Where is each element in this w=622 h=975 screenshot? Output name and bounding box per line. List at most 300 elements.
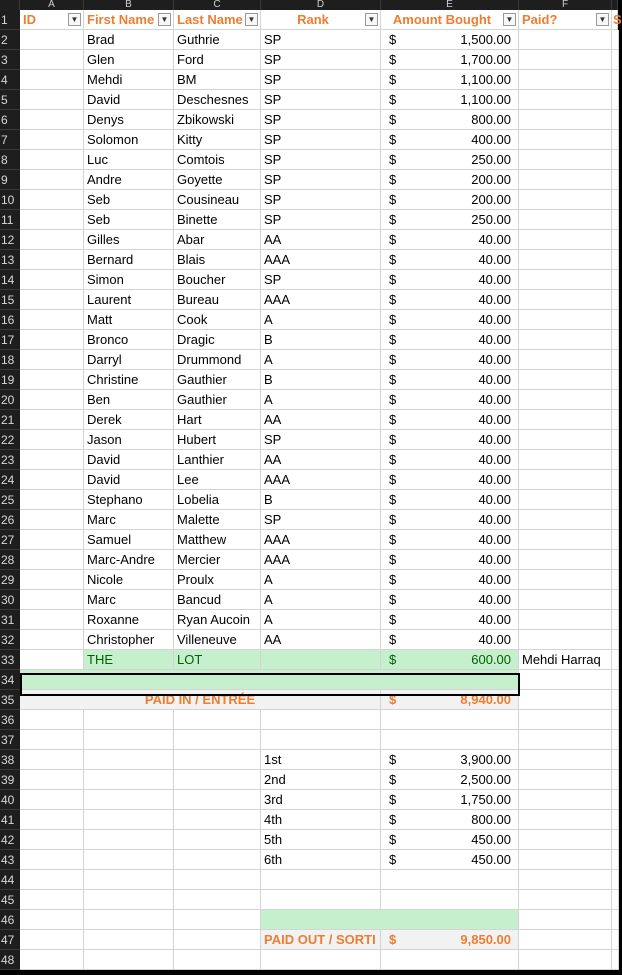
id-cell[interactable] (20, 550, 84, 570)
last-name-cell[interactable]: Villeneuve (174, 630, 261, 650)
extra-cell[interactable] (612, 810, 619, 830)
empty-cell[interactable] (174, 770, 261, 790)
last-name-cell[interactable]: BM (174, 70, 261, 90)
extra-cell[interactable] (612, 150, 619, 170)
column-header-f[interactable]: F (519, 0, 612, 10)
empty-cell[interactable] (20, 850, 84, 870)
amount-cell[interactable] (381, 150, 519, 170)
first-name-cell[interactable]: Solomon (84, 130, 174, 150)
amount-cell[interactable] (381, 70, 519, 90)
last-name-cell[interactable]: Lanthier (174, 450, 261, 470)
last-name-cell[interactable]: Deschesnes (174, 90, 261, 110)
row-header-32[interactable]: 32 (0, 630, 20, 650)
paid-cell[interactable] (519, 150, 612, 170)
row-header-10[interactable]: 10 (0, 190, 20, 210)
select-all-corner[interactable] (0, 0, 20, 10)
payout-amount-cell[interactable] (381, 770, 519, 790)
header-id[interactable] (20, 10, 84, 30)
last-name-cell[interactable]: Binette (174, 210, 261, 230)
row-header-8[interactable]: 8 (0, 150, 20, 170)
extra-cell[interactable] (612, 570, 619, 590)
first-name-cell[interactable]: Matt (84, 310, 174, 330)
row-header-5[interactable]: 5 (0, 90, 20, 110)
last-name-cell[interactable]: Gauthier (174, 370, 261, 390)
column-header-b[interactable]: B (84, 0, 174, 10)
empty-cell[interactable] (174, 910, 261, 930)
paid-cell[interactable] (519, 130, 612, 150)
amount-cell[interactable] (381, 130, 519, 150)
row-header-31[interactable]: 31 (0, 610, 20, 630)
row-header-44[interactable]: 44 (0, 870, 20, 890)
rank-cell[interactable]: AA (261, 230, 381, 250)
amount-cell[interactable] (381, 170, 519, 190)
last-name-cell[interactable]: Bureau (174, 290, 261, 310)
empty-cell[interactable] (174, 850, 261, 870)
id-cell[interactable] (20, 150, 84, 170)
paid-cell[interactable] (519, 50, 612, 70)
row-header-47[interactable]: 47 (0, 930, 20, 950)
paid-cell[interactable] (519, 530, 612, 550)
extra-cell[interactable] (612, 110, 619, 130)
id-cell[interactable] (20, 370, 84, 390)
paid-cell[interactable] (519, 350, 612, 370)
rank-cell[interactable]: A (261, 570, 381, 590)
rank-cell[interactable]: A (261, 390, 381, 410)
empty-cell[interactable] (20, 750, 84, 770)
first-name-cell[interactable]: Darryl (84, 350, 174, 370)
amount-cell[interactable] (381, 650, 519, 670)
id-cell[interactable] (20, 110, 84, 130)
empty-cell[interactable] (20, 770, 84, 790)
last-name-cell[interactable]: Comtois (174, 150, 261, 170)
amount-cell[interactable] (381, 430, 519, 450)
paid-out-amount[interactable] (381, 930, 519, 950)
empty-cell[interactable] (612, 950, 619, 970)
row-header-43[interactable]: 43 (0, 850, 20, 870)
last-name-cell[interactable]: Lee (174, 470, 261, 490)
rank-cell[interactable]: AAA (261, 250, 381, 270)
extra-cell[interactable] (612, 750, 619, 770)
paid-cell[interactable] (519, 570, 612, 590)
extra-cell[interactable] (612, 230, 619, 250)
filter-dropdown-icon[interactable]: ▼ (68, 13, 81, 26)
rank-cell[interactable]: SP (261, 170, 381, 190)
paid-cell[interactable] (519, 610, 612, 630)
paid-cell[interactable] (519, 70, 612, 90)
row-header-29[interactable]: 29 (0, 570, 20, 590)
paid-cell[interactable] (519, 490, 612, 510)
payout-amount-cell[interactable] (381, 850, 519, 870)
empty-cell[interactable] (612, 730, 619, 750)
extra-cell[interactable] (612, 330, 619, 350)
first-name-cell[interactable]: Marc (84, 590, 174, 610)
first-name-cell[interactable]: Glen (84, 50, 174, 70)
amount-cell[interactable] (381, 530, 519, 550)
id-cell[interactable] (20, 650, 84, 670)
paid-cell[interactable] (519, 30, 612, 50)
empty-cell[interactable] (20, 790, 84, 810)
rank-cell[interactable]: A (261, 610, 381, 630)
extra-cell[interactable] (612, 90, 619, 110)
last-name-cell[interactable]: Goyette (174, 170, 261, 190)
payout-amount-cell[interactable] (381, 750, 519, 770)
paid-cell[interactable] (519, 330, 612, 350)
payout-place-cell[interactable]: 6th (261, 850, 381, 870)
header-first-name[interactable] (84, 10, 174, 30)
extra-cell[interactable] (612, 850, 619, 870)
rank-cell[interactable]: SP (261, 510, 381, 530)
first-name-cell[interactable]: Mehdi (84, 70, 174, 90)
paid-cell[interactable] (519, 290, 612, 310)
id-cell[interactable] (20, 570, 84, 590)
empty-cell[interactable] (20, 890, 84, 910)
paid-cell[interactable] (519, 690, 612, 710)
paid-cell[interactable] (519, 190, 612, 210)
empty-cell[interactable] (381, 950, 519, 970)
extra-cell[interactable] (612, 410, 619, 430)
rank-cell[interactable]: B (261, 370, 381, 390)
rank-cell[interactable]: SP (261, 70, 381, 90)
paid-cell[interactable] (519, 510, 612, 530)
last-name-cell[interactable]: Hubert (174, 430, 261, 450)
rank-cell[interactable]: AAA (261, 470, 381, 490)
extra-cell[interactable] (612, 130, 619, 150)
id-cell[interactable] (20, 190, 84, 210)
header-amount[interactable] (381, 10, 519, 30)
id-cell[interactable] (20, 230, 84, 250)
rank-cell[interactable]: AA (261, 450, 381, 470)
row-header-30[interactable]: 30 (0, 590, 20, 610)
last-name-cell[interactable]: Lobelia (174, 490, 261, 510)
first-name-cell[interactable]: Seb (84, 210, 174, 230)
amount-cell[interactable] (381, 510, 519, 530)
id-cell[interactable] (20, 510, 84, 530)
id-cell[interactable] (20, 350, 84, 370)
id-cell[interactable] (20, 330, 84, 350)
id-cell[interactable] (20, 590, 84, 610)
empty-cell[interactable] (261, 730, 381, 750)
empty-cell[interactable] (519, 930, 612, 950)
first-name-cell[interactable]: David (84, 90, 174, 110)
rank-cell[interactable]: SP (261, 190, 381, 210)
amount-cell[interactable] (381, 350, 519, 370)
paid-cell[interactable] (519, 450, 612, 470)
rank-cell[interactable]: SP (261, 210, 381, 230)
amount-cell[interactable] (381, 190, 519, 210)
amount-cell[interactable] (381, 270, 519, 290)
id-cell[interactable] (20, 90, 84, 110)
paid-cell[interactable] (519, 250, 612, 270)
extra-cell[interactable] (612, 450, 619, 470)
column-header-e[interactable]: E (381, 0, 519, 10)
extra-cell[interactable] (612, 690, 619, 710)
extra-cell[interactable] (612, 50, 619, 70)
row-header-18[interactable]: 18 (0, 350, 20, 370)
first-name-cell[interactable]: Roxanne (84, 610, 174, 630)
last-name-cell[interactable]: Drummond (174, 350, 261, 370)
first-name-cell[interactable]: Stephano (84, 490, 174, 510)
empty-cell[interactable] (84, 910, 174, 930)
rank-cell[interactable]: AA (261, 410, 381, 430)
id-cell[interactable] (20, 490, 84, 510)
amount-cell[interactable] (381, 290, 519, 310)
last-name-cell[interactable]: Matthew (174, 530, 261, 550)
empty-cell[interactable] (612, 710, 619, 730)
id-cell[interactable] (20, 30, 84, 50)
paid-cell[interactable] (519, 230, 612, 250)
extra-cell[interactable] (612, 170, 619, 190)
rank-cell[interactable]: SP (261, 430, 381, 450)
empty-cell[interactable] (519, 810, 612, 830)
last-name-cell[interactable]: Dragic (174, 330, 261, 350)
row-header-2[interactable]: 2 (0, 30, 20, 50)
row-header-28[interactable]: 28 (0, 550, 20, 570)
paid-cell[interactable] (519, 410, 612, 430)
extra-cell[interactable] (612, 630, 619, 650)
column-header-g[interactable] (612, 0, 618, 10)
payout-place-cell[interactable]: 2nd (261, 770, 381, 790)
header-last-name[interactable] (174, 10, 261, 30)
first-name-cell[interactable]: Simon (84, 270, 174, 290)
first-name-cell[interactable]: Christine (84, 370, 174, 390)
amount-cell[interactable] (381, 410, 519, 430)
last-name-cell[interactable]: Gauthier (174, 390, 261, 410)
extra-cell[interactable] (612, 550, 619, 570)
filter-dropdown-icon[interactable]: ▼ (365, 13, 378, 26)
empty-cell[interactable] (20, 870, 84, 890)
id-cell[interactable] (20, 390, 84, 410)
row-header-22[interactable]: 22 (0, 430, 20, 450)
header-next-partial[interactable]: S (612, 10, 618, 30)
empty-cell[interactable] (20, 910, 84, 930)
extra-cell[interactable] (612, 70, 619, 90)
id-cell[interactable] (20, 270, 84, 290)
paid-in-label[interactable]: PAID IN / ENTRÉE (20, 690, 381, 710)
row-header-37[interactable]: 37 (0, 730, 20, 750)
row-header-36[interactable]: 36 (0, 710, 20, 730)
amount-cell[interactable] (381, 390, 519, 410)
first-name-cell[interactable]: Denys (84, 110, 174, 130)
empty-cell[interactable] (84, 950, 174, 970)
row-header-4[interactable]: 4 (0, 70, 20, 90)
last-name-cell[interactable]: Blais (174, 250, 261, 270)
rank-cell[interactable]: SP (261, 270, 381, 290)
last-name-cell[interactable]: Abar (174, 230, 261, 250)
row-header-9[interactable]: 9 (0, 170, 20, 190)
last-name-cell[interactable]: Cousineau (174, 190, 261, 210)
row-header-40[interactable]: 40 (0, 790, 20, 810)
filter-dropdown-icon[interactable]: ▼ (158, 13, 171, 26)
rank-cell[interactable] (261, 650, 381, 670)
empty-cell[interactable] (519, 910, 612, 930)
row-header-19[interactable]: 19 (0, 370, 20, 390)
paid-cell[interactable] (519, 270, 612, 290)
empty-cell[interactable] (20, 810, 84, 830)
id-cell[interactable] (20, 630, 84, 650)
last-name-cell[interactable]: Malette (174, 510, 261, 530)
extra-cell[interactable] (612, 770, 619, 790)
empty-cell[interactable] (20, 710, 84, 730)
last-name-cell[interactable]: Ryan Aucoin (174, 610, 261, 630)
empty-cell[interactable] (519, 730, 612, 750)
extra-cell[interactable] (612, 270, 619, 290)
payout-place-cell[interactable]: 3rd (261, 790, 381, 810)
empty-cell[interactable] (381, 710, 519, 730)
row-header-34[interactable]: 34 (0, 670, 20, 690)
last-name-cell[interactable]: Proulx (174, 570, 261, 590)
row-header-25[interactable]: 25 (0, 490, 20, 510)
paid-cell[interactable] (519, 170, 612, 190)
paid-cell[interactable]: Mehdi Harraq (519, 650, 612, 670)
amount-cell[interactable] (381, 590, 519, 610)
first-name-cell[interactable]: Ben (84, 390, 174, 410)
row-header-1[interactable]: 1 (0, 10, 20, 30)
amount-cell[interactable] (381, 450, 519, 470)
extra-cell[interactable] (612, 930, 619, 950)
empty-cell[interactable] (261, 710, 381, 730)
row-header-42[interactable]: 42 (0, 830, 20, 850)
payout-amount-cell[interactable] (381, 810, 519, 830)
rank-cell[interactable]: AAA (261, 290, 381, 310)
last-name-cell[interactable]: Ford (174, 50, 261, 70)
extra-cell[interactable] (612, 250, 619, 270)
empty-cell[interactable] (84, 730, 174, 750)
amount-cell[interactable] (381, 330, 519, 350)
extra-cell[interactable] (612, 390, 619, 410)
empty-cell[interactable] (174, 870, 261, 890)
empty-cell[interactable] (174, 930, 261, 950)
empty-cell[interactable] (612, 870, 619, 890)
empty-cell[interactable] (261, 870, 381, 890)
amount-cell[interactable] (381, 110, 519, 130)
filter-dropdown-icon[interactable]: ▼ (245, 13, 258, 26)
rank-cell[interactable]: A (261, 350, 381, 370)
empty-cell[interactable] (174, 750, 261, 770)
paid-cell[interactable] (519, 670, 612, 690)
extra-cell[interactable] (612, 210, 619, 230)
header-paid[interactable] (519, 10, 612, 30)
empty-cell[interactable] (519, 790, 612, 810)
rank-cell[interactable]: AA (261, 630, 381, 650)
id-cell[interactable] (20, 210, 84, 230)
amount-cell[interactable] (381, 210, 519, 230)
empty-cell[interactable] (84, 870, 174, 890)
paid-cell[interactable] (519, 630, 612, 650)
first-name-cell[interactable]: Samuel (84, 530, 174, 550)
empty-cell[interactable] (84, 930, 174, 950)
amount-cell[interactable] (381, 490, 519, 510)
first-name-cell[interactable]: David (84, 470, 174, 490)
extra-cell[interactable] (612, 470, 619, 490)
paid-out-label[interactable]: PAID OUT / SORTI (261, 930, 381, 950)
paid-cell[interactable] (519, 550, 612, 570)
extra-cell[interactable] (612, 790, 619, 810)
empty-cell[interactable] (174, 710, 261, 730)
first-name-cell[interactable]: Christopher (84, 630, 174, 650)
first-name-cell[interactable]: Brad (84, 30, 174, 50)
id-cell[interactable] (20, 430, 84, 450)
amount-cell[interactable] (381, 610, 519, 630)
paid-in-amount[interactable] (381, 690, 519, 710)
extra-cell[interactable] (612, 670, 619, 690)
empty-cell[interactable] (519, 770, 612, 790)
extra-cell[interactable] (612, 530, 619, 550)
rank-cell[interactable]: SP (261, 90, 381, 110)
empty-cell[interactable] (84, 770, 174, 790)
first-name-cell[interactable]: Nicole (84, 570, 174, 590)
id-cell[interactable] (20, 410, 84, 430)
paid-cell[interactable] (519, 430, 612, 450)
row-header-12[interactable]: 12 (0, 230, 20, 250)
empty-cell[interactable] (519, 890, 612, 910)
rank-cell[interactable]: AAA (261, 550, 381, 570)
first-name-cell[interactable]: Luc (84, 150, 174, 170)
empty-cell[interactable] (261, 890, 381, 910)
paid-cell[interactable] (519, 390, 612, 410)
first-name-cell[interactable]: Laurent (84, 290, 174, 310)
paid-cell[interactable] (519, 590, 612, 610)
row-header-17[interactable]: 17 (0, 330, 20, 350)
column-header-a[interactable]: A (20, 0, 84, 10)
paid-cell[interactable] (519, 210, 612, 230)
last-name-cell[interactable]: LOT (174, 650, 261, 670)
paid-cell[interactable] (519, 470, 612, 490)
first-name-cell[interactable]: Marc (84, 510, 174, 530)
extra-cell[interactable] (612, 430, 619, 450)
row-header-38[interactable]: 38 (0, 750, 20, 770)
row-header-15[interactable]: 15 (0, 290, 20, 310)
last-name-cell[interactable]: Cook (174, 310, 261, 330)
row-header-6[interactable]: 6 (0, 110, 20, 130)
empty-cell[interactable] (519, 710, 612, 730)
rank-cell[interactable]: SP (261, 30, 381, 50)
empty-cell[interactable] (174, 890, 261, 910)
last-name-cell[interactable]: Guthrie (174, 30, 261, 50)
empty-cell[interactable] (381, 730, 519, 750)
row-header-13[interactable]: 13 (0, 250, 20, 270)
empty-cell[interactable] (174, 730, 261, 750)
extra-cell[interactable] (612, 490, 619, 510)
first-name-cell[interactable]: Bernard (84, 250, 174, 270)
blank-green-band[interactable] (20, 670, 519, 690)
id-cell[interactable] (20, 290, 84, 310)
id-cell[interactable] (20, 250, 84, 270)
empty-cell[interactable] (20, 950, 84, 970)
id-cell[interactable] (20, 470, 84, 490)
first-name-cell[interactable]: Bronco (84, 330, 174, 350)
row-header-24[interactable]: 24 (0, 470, 20, 490)
row-header-45[interactable]: 45 (0, 890, 20, 910)
id-cell[interactable] (20, 50, 84, 70)
amount-cell[interactable] (381, 470, 519, 490)
extra-cell[interactable] (612, 610, 619, 630)
empty-cell[interactable] (261, 950, 381, 970)
last-name-cell[interactable]: Hart (174, 410, 261, 430)
row-header-23[interactable]: 23 (0, 450, 20, 470)
extra-cell[interactable] (612, 290, 619, 310)
id-cell[interactable] (20, 610, 84, 630)
extra-cell[interactable] (612, 310, 619, 330)
first-name-cell[interactable]: Seb (84, 190, 174, 210)
row-header-39[interactable]: 39 (0, 770, 20, 790)
extra-cell[interactable] (612, 910, 619, 930)
row-header-16[interactable]: 16 (0, 310, 20, 330)
header-rank[interactable] (261, 10, 381, 30)
amount-cell[interactable] (381, 90, 519, 110)
filter-dropdown-icon[interactable]: ▼ (503, 13, 516, 26)
amount-cell[interactable] (381, 630, 519, 650)
row-header-33[interactable]: 33 (0, 650, 20, 670)
